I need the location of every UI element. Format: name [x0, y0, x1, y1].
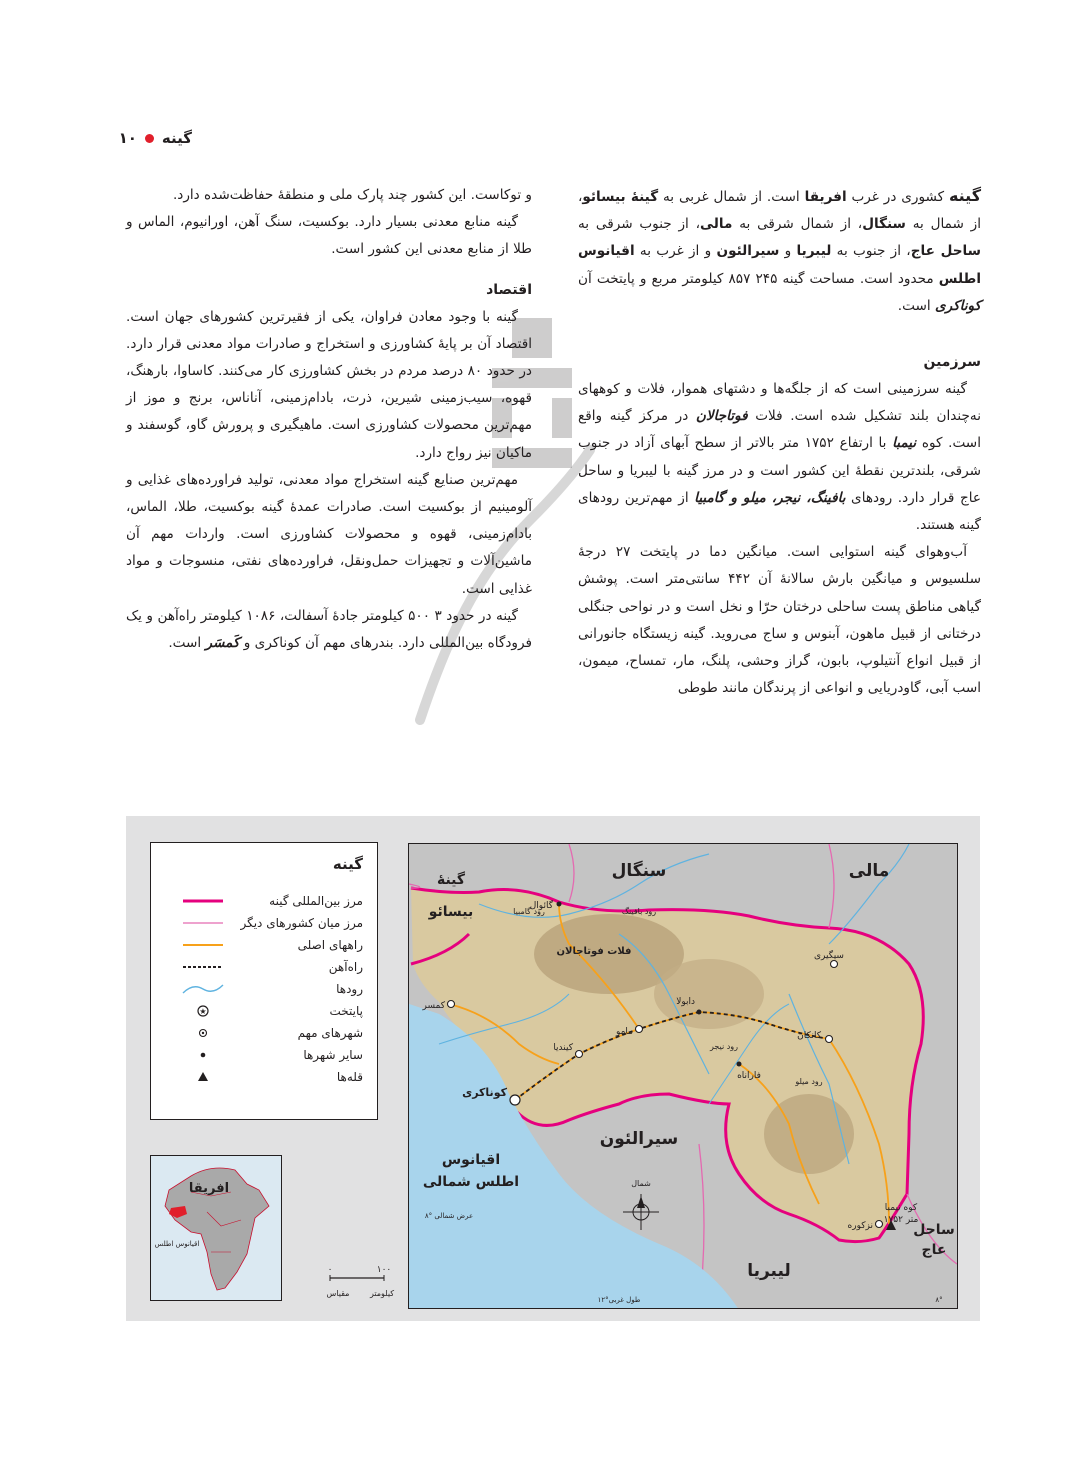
header-title: گینه	[161, 129, 192, 147]
map-fouta-label: فلات فوتاجالان	[556, 946, 632, 957]
kamsar-marker	[448, 1001, 455, 1008]
scale-zero: ۰	[327, 1265, 333, 1275]
map-siguiri-label: سیگیری	[814, 951, 844, 961]
map-gambia-river-label: رود گامبیا	[513, 907, 545, 916]
map-scale	[318, 1260, 398, 1310]
nzerekore-marker	[876, 1221, 883, 1228]
map-kindia-label: کیندیا	[553, 1043, 573, 1053]
kankan-marker	[826, 1036, 833, 1043]
intro-paragraph: گینه کشوری در غرب افریقا است. از شمال غربی به گینهٔ بیسائو، از شمال به سنگال، از شمال شرقی به مالی، از جنوب شرقی به ساحل عاج، از جنوب به لیبریا و سیرالئون و از غرب به اقیانوس اطلس محدود است. مساحت گینه ۲۴۵ ۸۵۷ کیلومتر مربع و پایتخت آن کوناکری است.	[578, 186, 982, 314]
map-liberia-label: لیبریا	[747, 1261, 791, 1281]
legend-item-roads: راههای اصلی	[163, 935, 363, 955]
map-niger-river-label: رود نیجر	[709, 1042, 739, 1051]
inset-ocean-label: اقیانوس اطلس	[154, 1240, 200, 1248]
mamou-marker	[636, 1026, 643, 1033]
legend-item-other-border: مرز میان کشورهای دیگر	[163, 913, 363, 933]
map-nimba-label-1: کوه نیمبا	[884, 1203, 918, 1213]
land-paragraph-1: گینه سرزمینی است که از جلگه‌ها و دشتهای هموار، فلات و کوههای نه‌چندان بلند تشکیل شده است. فلات فوتاجالان در مرکز گینه واقع است. کوه نیمبا با ارتفاع ۱۷۵۲ متر بالاتر از سطح آبهای آزاد در جنوب شرقی، بلندترین نقطهٔ این کشور است و در مرز گینه با لیبریا و ساحل عاج قرار دارد. رودهای بافینگ، نیجر، میلو و گامبیا از مهم‌ترین رودهای گینه هستند.	[578, 381, 982, 534]
map-ivory-label-2: عاج	[921, 1242, 947, 1258]
map-legend	[150, 842, 378, 1120]
map-nzerekore-label: نزکوره	[847, 1221, 873, 1231]
other-border-icon	[179, 913, 227, 933]
kindia-marker	[576, 1051, 583, 1058]
legend-item-other-city: سایر شهرها	[163, 1045, 363, 1065]
inset-africa-label: افریقا	[188, 1181, 230, 1196]
map-gb-label-1: گینهٔ	[436, 872, 466, 888]
peak-icon	[179, 1067, 227, 1087]
legend-item-peaks: قله‌ها	[163, 1067, 363, 1087]
africa-inset-map	[150, 1155, 282, 1301]
guinea-map	[408, 843, 958, 1309]
map-mamou-label: مامو	[615, 1027, 633, 1037]
legend-item-capital: پایتخت ★	[163, 1001, 363, 1021]
capital-icon	[179, 1001, 227, 1021]
economy-paragraph-3: گینه در حدود ۳ ۵۰۰ کیلومتر جادهٔ آسفالت، ۱۰۸۶ کیلومتر راه‌آهن و یک فرودگاه بین‌المللی دارد. بندرهای مهم آن کوناکری و کَمسَر است.	[126, 607, 532, 652]
river-icon	[179, 979, 227, 999]
intro-lead: گینه	[948, 186, 982, 205]
economy-heading: اقتصاد	[486, 281, 532, 298]
map-lon-label: ۱۲°طول غربی	[597, 1296, 641, 1304]
page-header	[119, 126, 192, 150]
map-dabola-label: دابولا	[676, 997, 695, 1007]
left-column	[126, 182, 532, 657]
gaoual-marker	[557, 902, 562, 907]
map-senegal-label: سنگال	[611, 861, 667, 881]
minerals-paragraph: گینه منابع معدنی بسیار دارد. بوکسیت، سنگ آهن، اورانیوم، الماس و طلا از منابع معدنی این کشور است.	[126, 214, 532, 258]
right-column	[578, 182, 981, 702]
road-icon	[179, 935, 227, 955]
map-kankan-label: کانکان	[797, 1031, 821, 1041]
legend-title: گینه	[332, 855, 363, 873]
map-ivory-label-1: ساحل	[913, 1222, 955, 1238]
map-nimba-label-2: ۱۷۵۲ متر	[883, 1215, 919, 1225]
map-north-label: شمال	[631, 1179, 651, 1188]
map-bafing-river-label: رود بافینگ	[621, 907, 657, 916]
other-city-icon	[179, 1045, 227, 1065]
legend-item-railway: راه‌آهن	[163, 957, 363, 977]
map-gb-label-2: بیسائو	[428, 904, 474, 920]
map-kamsar-label: کمسر	[422, 1001, 445, 1011]
map-ocean-label-2: اطلس شمالی	[422, 1174, 520, 1190]
svg-text:★: ★	[199, 1007, 207, 1016]
scale-unit: کیلومتر	[369, 1289, 395, 1298]
conakry-marker	[510, 1095, 520, 1105]
map-ocean-label-1: اقیانوس	[441, 1152, 501, 1168]
page-number: ۱۰	[118, 129, 137, 147]
map-lat-label: ۸° عرض شمالی	[424, 1212, 474, 1220]
map-mali-label: مالی	[848, 861, 890, 881]
scale-value: ۱۰۰	[376, 1265, 392, 1275]
dabola-marker	[697, 1010, 702, 1015]
economy-paragraph-2: مهم‌ترین صنایع گینه استخراج مواد معدنی، تولید فراورده‌های غذایی و آلومینیم از بوکسیت است. صادرات عمدهٔ گینه بوکسیت، طلا، الماس، بادام‌زمینی، قهوه و محصولات کشاورزی است. واردات مهم آن ماشین‌آلات و تجهیزات حمل‌ونقل، فراورده‌های نفتی، منسوجات و مواد غذایی است.	[126, 471, 532, 597]
map-sierra-leone-label: سیرالئون	[599, 1129, 679, 1149]
legend-item-rivers: رودها	[163, 979, 363, 999]
scale-label: مقیاس	[326, 1289, 350, 1298]
guinea-border-icon	[179, 891, 227, 911]
economy-paragraph-1: گینه با وجود معادن فراوان، یکی از فقیرترین کشورهای جهان است. اقتصاد آن بر پایهٔ کشاورزی و استخراج و صادرات مواد معدنی قرار دارد. در حدود ۸۰ درصد مردم در بخش کشاورزی کار می‌کنند. کاساوا، بارهنگ، قهوه، سیب‌زمینی شیرین، ذرت، بادام‌زمینی، آناناس، برنج و موز از مهم‌ترین محصولات کشاورزی است. ماهیگیری و پرورش گاو، گوسفند و ماکیان نیز رواج دارد.	[126, 308, 532, 461]
legend-item-major-city: شهرهای مهم	[163, 1023, 363, 1043]
land-heading: سرزمین	[923, 354, 981, 371]
railway-icon	[179, 957, 227, 977]
map-gaoual-label: گائوال	[529, 901, 553, 911]
faranah-marker	[737, 1062, 742, 1067]
major-city-icon	[179, 1023, 227, 1043]
map-milo-river-label: رود میلو	[795, 1077, 823, 1086]
map-conakry-label: کوناکری	[462, 1086, 507, 1099]
land-paragraph-2: آب‌وهوای گینه استوایی است. میانگین دما در پایتخت ۲۷ درجهٔ سلسیوس و میانگین بارش سالانهٔ آن ۴۴۲ سانتی‌متر است. پوشش گیاهی مناطق پست ساحلی درختان حرّا و نخل است و در نواحی جنگلی درختانی از قبیل ماهون، آبنوس و ساج می‌روید. گینه زیستگاه جانورانی از قبیل انواع آنتیلوپ، بابون، گراز وحشی، پلنگ، مار، تمساح، میمون، اسب آبی، گاودریایی و انواعی از پرندگان مانند طوطی	[578, 544, 981, 697]
siguiri-marker	[831, 961, 838, 968]
legend-item-guinea-border: مرز بین‌المللی گینه	[163, 891, 363, 911]
header-dot-icon	[145, 134, 154, 143]
map-faranah-label: فاراناه	[737, 1071, 761, 1081]
map-corner-label: ۸°	[935, 1296, 943, 1304]
parks-paragraph: و توکاست. این کشور چند پارک ملی و منطقهٔ حفاظت‌شده دارد.	[172, 187, 532, 203]
